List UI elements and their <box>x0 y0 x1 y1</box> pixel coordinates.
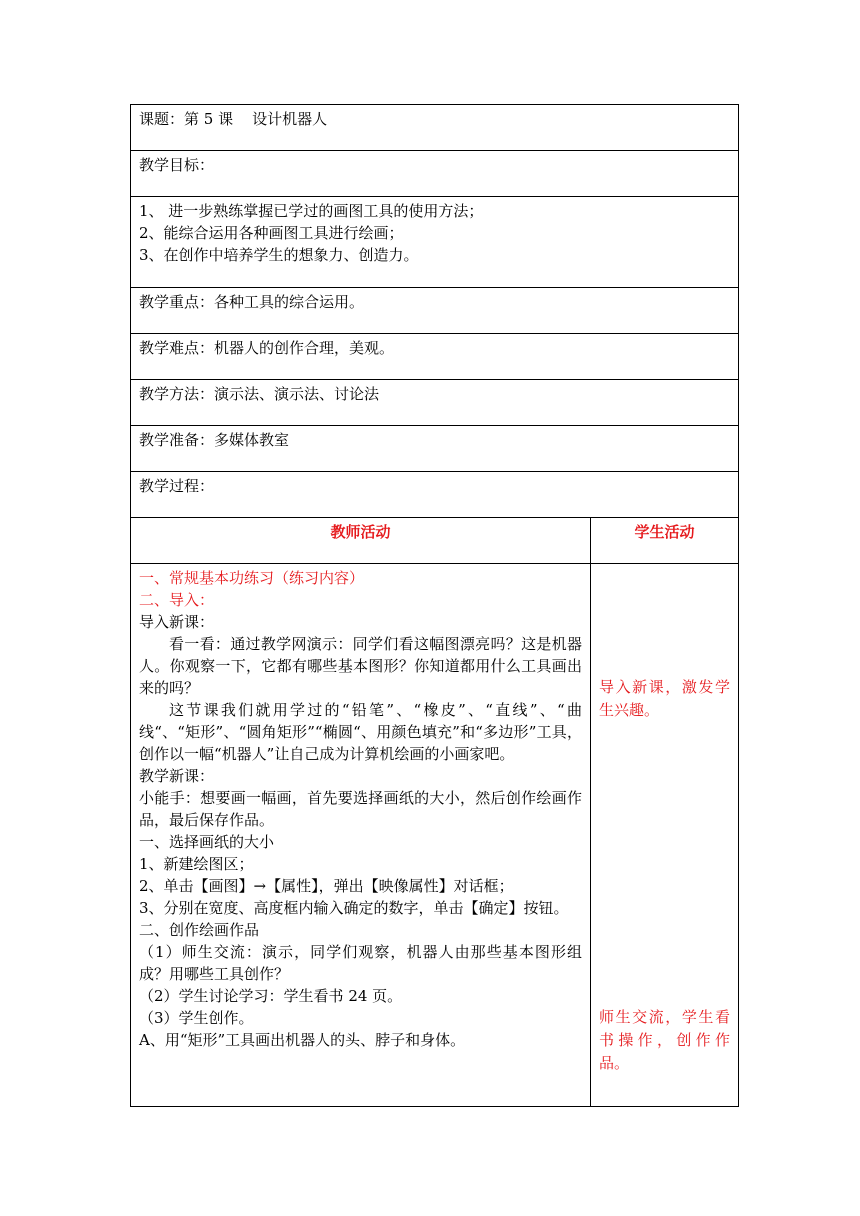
step-title: 一、选择画纸的大小 <box>139 833 275 851</box>
goal-item: 3、在创作中培养学生的想象力、创造力。 <box>139 246 419 264</box>
method-cell <box>131 380 739 426</box>
intro-paragraph: 看一看：通过教学网演示：同学们看这幅图漂亮吗？这是机器人。你观察一下，它都有哪些基本图形？你知道都用什么工具画出来的吗？ <box>139 635 582 697</box>
lesson-title-cell <box>131 105 739 151</box>
student-activity-header: 学生活动 <box>591 518 739 564</box>
step-item: 3、分别在宽度、高度框内输入确定的数字，单击【确定】按钮。 <box>139 899 569 917</box>
teaching-preparation: 教学准备：多媒体教室 <box>139 431 290 449</box>
lesson-title: 课题：第 5 课 设计机器人 <box>139 110 328 128</box>
lesson-plan-table <box>130 104 739 1107</box>
difficulty-cell <box>131 334 739 380</box>
student-note: 师生交流，学生看书操作，创作作品。 <box>599 1008 730 1072</box>
step-item: （1）师生交流：演示，同学们观察，机器人由那些基本图形组成？用哪些工具创作？ <box>139 943 582 983</box>
step-item: （3）学生创作。 <box>139 1009 254 1027</box>
student-activity-cell <box>591 564 739 1107</box>
key-point: 教学重点：各种工具的综合运用。 <box>139 293 365 311</box>
section-heading: 二、导入： <box>139 591 215 609</box>
step-item: 2、单击【画图】→【属性】，弹出【映像属性】对话框； <box>139 877 514 895</box>
intro-paragraph: 这节课我们就用学过的“铅笔”、“橡皮”、“直线”、“曲线“、“矩形”、“圆角矩形”“椭圆“、用颜色填充”和“多边形”工具，创作以一幅“机器人”让自己成为计算机绘画的小画家吧。 <box>139 701 582 763</box>
difficulty: 教学难点：机器人的创作合理，美观。 <box>139 339 395 357</box>
lesson-paragraph: 小能手：想要画一幅画，首先要选择画纸的大小，然后创作绘画作品，最后保存作品。 <box>139 789 582 829</box>
section-heading: 一、常规基本功练习（练习内容） <box>139 569 365 587</box>
key-point-cell <box>131 288 739 334</box>
step-item: A、用“矩形”工具画出机器人的头、脖子和身体。 <box>139 1031 466 1049</box>
preparation-cell <box>131 426 739 472</box>
goal-item: 1、 进一步熟练掌握已学过的画图工具的使用方法； <box>139 202 484 220</box>
step-item: 1、新建绘图区； <box>139 855 254 873</box>
teacher-activity-header: 教师活动 <box>131 518 591 564</box>
goals-label-cell <box>131 151 739 197</box>
teacher-activity-cell <box>131 564 591 1107</box>
goals-cell <box>131 197 739 288</box>
process-label: 教学过程： <box>139 477 215 495</box>
step-item: （2）学生讨论学习：学生看书 24 页。 <box>139 987 403 1005</box>
step-title: 二、创作绘画作品 <box>139 921 260 939</box>
process-label-cell <box>131 472 739 518</box>
teaching-method: 教学方法：演示法、演示法、讨论法 <box>139 385 380 403</box>
goals-label: 教学目标： <box>139 156 215 174</box>
intro-label: 导入新课： <box>139 613 215 631</box>
new-lesson-label: 教学新课： <box>139 767 215 785</box>
student-note: 导入新课，激发学生兴趣。 <box>599 678 730 719</box>
goal-item: 2、能综合运用各种画图工具进行绘画； <box>139 224 404 242</box>
